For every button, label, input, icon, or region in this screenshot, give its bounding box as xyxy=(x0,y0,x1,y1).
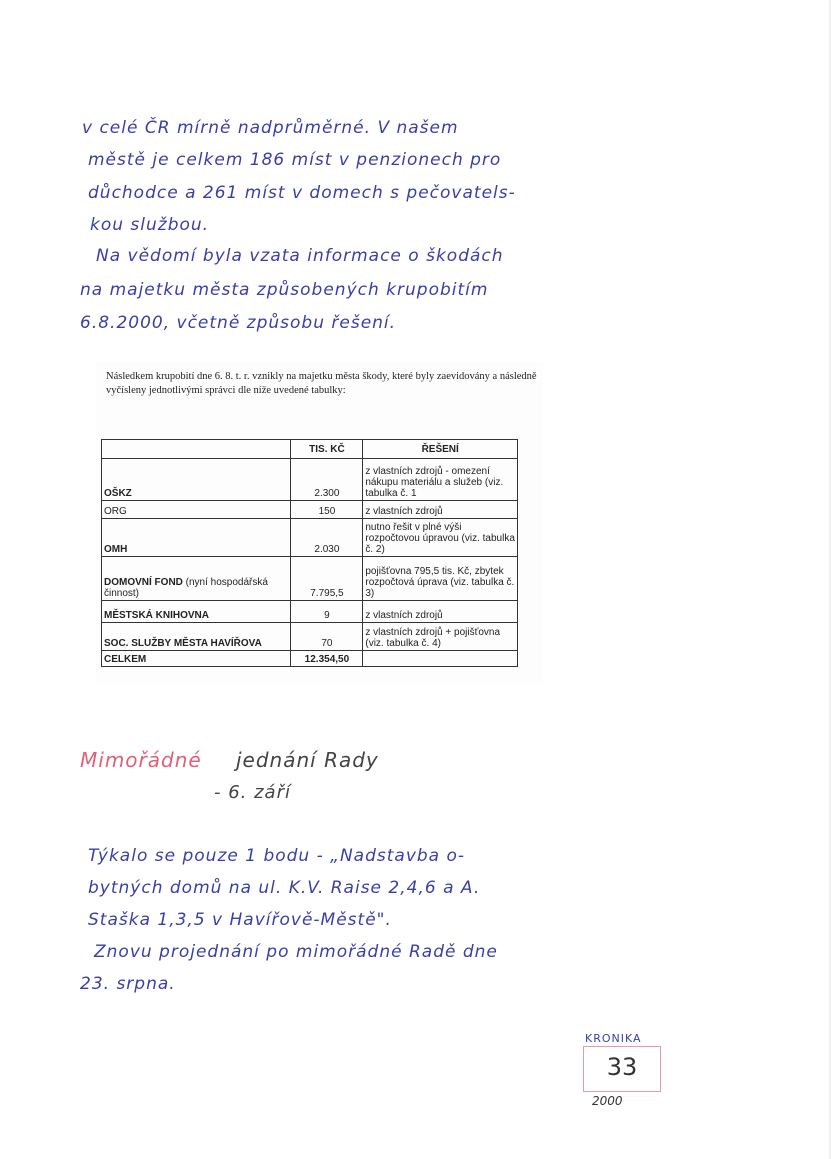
table-row xyxy=(102,557,518,601)
heading-date: - 6. září xyxy=(214,782,291,803)
total-name: CELKEM xyxy=(102,651,291,667)
table-row xyxy=(102,501,518,519)
handwriting-line: Znovu projednání po mimořádné Radě dne xyxy=(94,942,498,962)
handwriting-line: 6.8.2000, včetně způsobu řešení. xyxy=(80,313,397,333)
damage-table xyxy=(101,439,518,667)
row-solution: pojišťovna 795,5 tis. Kč, zbytek rozpočtová úprava (viz. tabulka č. 3) xyxy=(363,557,518,601)
table-row xyxy=(102,459,518,501)
table-row xyxy=(102,601,518,623)
handwriting-line: Na vědomí byla vzata informace o škodách xyxy=(96,246,504,266)
heading-red-word: Mimořádné xyxy=(80,748,202,772)
row-name: ORG xyxy=(102,501,291,519)
table-row xyxy=(102,519,518,557)
handwriting-line: městě je celkem 186 míst v penzionech pro xyxy=(88,150,502,170)
stamp-year: 2000 xyxy=(592,1094,623,1108)
row-name: MĚSTSKÁ KNIHOVNA xyxy=(102,601,291,623)
row-name: OŠKZ xyxy=(102,459,291,501)
handwriting-line: Týkalo se pouze 1 bodu - „Nadstavba o- xyxy=(88,846,466,866)
handwriting-line: na majetku města způsobených krupobitím xyxy=(80,280,489,300)
row-name-cell xyxy=(102,557,291,601)
table-row xyxy=(102,623,518,651)
row-value: 2.030 xyxy=(291,519,363,557)
total-solution xyxy=(363,651,518,667)
row-solution: z vlastních zdrojů - omezení nákupu materiálu a služeb (viz. tabulka č. 1 xyxy=(363,459,518,501)
table-header-row xyxy=(102,440,518,459)
table-header-value: TIS. KČ xyxy=(291,440,363,459)
heading-title: jednání Rady xyxy=(236,748,379,772)
row-solution: z vlastních zdrojů xyxy=(363,501,518,519)
row-solution: nutno řešit v plné výši rozpočtovou úpravou (viz. tabulka č. 2) xyxy=(363,519,518,557)
total-value: 12.354,50 xyxy=(291,651,363,667)
row-name-extra: (nyní hospodářská činnost) xyxy=(104,577,268,599)
table-header-solution: ŘEŠENÍ xyxy=(363,440,518,459)
table-header-name xyxy=(102,440,291,459)
row-solution: z vlastních zdrojů xyxy=(363,601,518,623)
row-name: OMH xyxy=(102,519,291,557)
pasted-document xyxy=(96,362,543,684)
table-total-row xyxy=(102,651,518,667)
row-name: DOMOVNÍ FOND xyxy=(104,577,183,588)
row-value: 9 xyxy=(291,601,363,623)
handwriting-line: 23. srpna. xyxy=(80,974,176,994)
handwriting-line: v celé ČR mírně nadprůměrné. V našem xyxy=(82,118,459,138)
document-intro: Následkem krupobití dne 6. 8. t. r. vznikly na majetku města škody, které byly zaevidovány a následně vyčísleny jednotlivými správci dle níže uvedené tabulky: xyxy=(106,371,537,396)
page-stamp xyxy=(583,1046,661,1092)
stamp-page-number: 33 xyxy=(606,1053,638,1081)
row-value: 150 xyxy=(291,501,363,519)
row-value: 2.300 xyxy=(291,459,363,501)
row-value: 70 xyxy=(291,623,363,651)
handwriting-line: kou službou. xyxy=(90,215,210,235)
handwriting-line: důchodce a 261 míst v domech s pečovatels- xyxy=(88,183,516,203)
row-value: 7.795,5 xyxy=(291,557,363,601)
stamp-label: KRONIKA xyxy=(585,1032,642,1045)
row-solution: z vlastních zdrojů + pojišťovna (viz. tabulka č. 4) xyxy=(363,623,518,651)
handwriting-line: Staška 1,3,5 v Havířově-Městě". xyxy=(88,910,392,930)
handwriting-line: bytných domů na ul. K.V. Raise 2,4,6 a A. xyxy=(88,878,481,898)
row-name: SOC. SLUŽBY MĚSTA HAVÍŘOVA xyxy=(102,623,291,651)
